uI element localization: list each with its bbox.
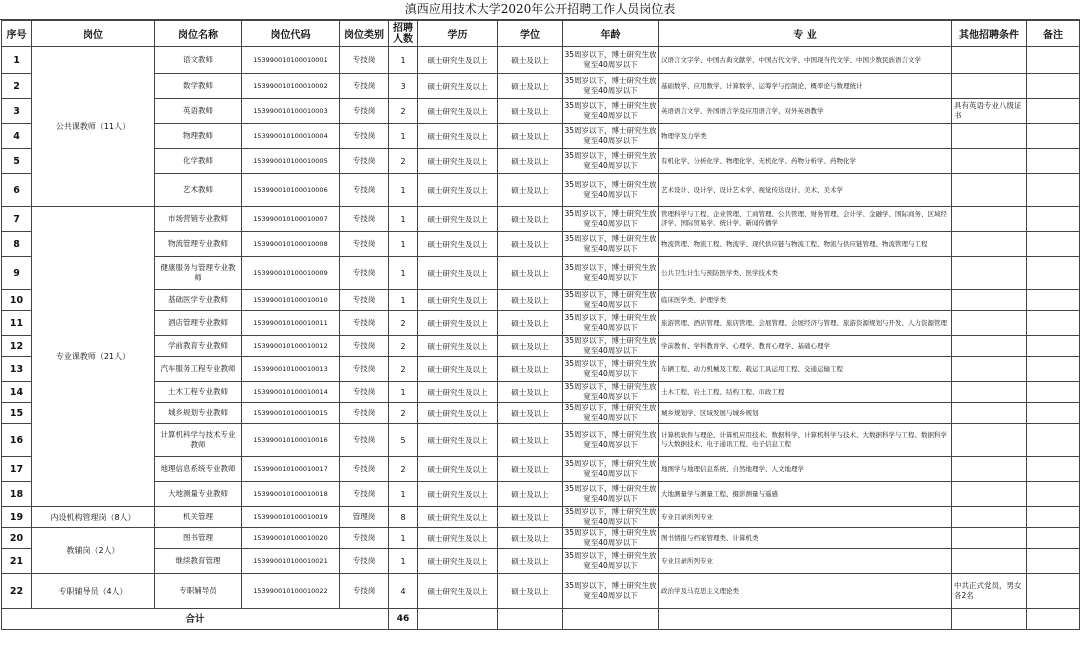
note-cell xyxy=(1027,47,1080,74)
row-number: 16 xyxy=(2,424,32,457)
position-type: 专技岗 xyxy=(340,482,389,507)
position-code: 153990010100010013 xyxy=(242,357,340,382)
hire-count: 2 xyxy=(389,336,418,357)
education-requirement: 硕士研究生及以上 xyxy=(418,47,498,74)
position-code: 153990010100010003 xyxy=(242,99,340,124)
major-requirement: 专业目录所列专业 xyxy=(659,507,952,528)
row-number: 6 xyxy=(2,174,32,207)
age-requirement: 35周岁以下，博士研究生放宽至40周岁以下 xyxy=(564,336,657,355)
table-row xyxy=(2,174,1080,207)
page-title: 滇西应用技术大学2020年公开招聘工作人员岗位表 xyxy=(0,0,1080,20)
position-code: 153990010100010002 xyxy=(242,74,340,99)
degree-requirement: 硕士及以上 xyxy=(498,311,563,336)
position-code: 153990010100010022 xyxy=(242,574,340,609)
position-type: 专技岗 xyxy=(340,74,389,99)
position-type: 专技岗 xyxy=(340,574,389,609)
hire-count: 1 xyxy=(389,207,418,232)
position-code: 153990010100010005 xyxy=(242,149,340,174)
degree-requirement: 硕士及以上 xyxy=(498,74,563,99)
table-row xyxy=(2,149,1080,174)
major-requirement: 专业目录所列专业 xyxy=(659,549,952,574)
note-cell xyxy=(1027,290,1080,311)
position-type: 专技岗 xyxy=(340,357,389,382)
degree-requirement: 硕士及以上 xyxy=(498,424,563,457)
major-requirement: 有机化学、分析化学、物理化学、无机化学、药物分析学、药物化学 xyxy=(659,149,952,174)
row-number: 10 xyxy=(2,290,32,311)
row-number: 2 xyxy=(2,74,32,99)
major-requirement: 临床医学类、护理学类 xyxy=(659,290,952,311)
hire-count: 1 xyxy=(389,232,418,257)
position-type: 专技岗 xyxy=(340,207,389,232)
post-group-cell: 公共课教师（11人） xyxy=(32,47,155,207)
row-number: 11 xyxy=(2,311,32,336)
positions-table xyxy=(1,20,1080,630)
education-requirement: 硕士研究生及以上 xyxy=(418,149,498,174)
other-requirement xyxy=(952,74,1027,99)
education-requirement: 硕士研究生及以上 xyxy=(418,232,498,257)
position-type: 专技岗 xyxy=(340,124,389,149)
position-name: 语文教师 xyxy=(155,47,242,74)
position-name: 基础医学专业教师 xyxy=(155,290,242,311)
major-requirement: 艺术设计、设计学、设计艺术学、视觉传达设计、美术、美术学 xyxy=(659,174,952,207)
header-edu: 学历 xyxy=(418,21,498,47)
header-code: 岗位代码 xyxy=(242,21,340,47)
position-type: 专技岗 xyxy=(340,382,389,403)
age-requirement: 35周岁以下，博士研究生放宽至40周岁以下 xyxy=(563,357,659,382)
degree-requirement: 硕士及以上 xyxy=(498,357,563,382)
hire-count: 2 xyxy=(389,403,418,424)
age-requirement: 35周岁以下，博士研究生放宽至40周岁以下 xyxy=(563,457,659,482)
hire-count: 1 xyxy=(389,382,418,403)
header-type: 岗位类别 xyxy=(340,21,389,47)
row-number: 3 xyxy=(2,99,32,124)
hire-count: 1 xyxy=(389,257,418,290)
position-name: 艺术教师 xyxy=(155,174,242,207)
major-requirement: 学前教育、学科教育学、心理学、教育心理学、基础心理学 xyxy=(659,336,952,357)
major-requirement: 公共卫生计生与预防医学类、医学技术类 xyxy=(659,257,952,290)
position-name: 土木工程专业教师 xyxy=(155,382,242,403)
degree-requirement: 硕士及以上 xyxy=(498,257,563,290)
table-row xyxy=(2,47,1080,74)
position-type: 专技岗 xyxy=(340,403,389,424)
age-requirement: 35周岁以下，博士研究生放宽至40周岁以下 xyxy=(564,290,657,309)
position-code: 153990010100010006 xyxy=(242,174,340,207)
total-row xyxy=(2,609,1080,630)
education-requirement: 硕士研究生及以上 xyxy=(418,74,498,99)
degree-requirement: 硕士及以上 xyxy=(498,507,563,528)
age-requirement: 35周岁以下，博士研究生放宽至40周岁以下 xyxy=(563,47,659,74)
degree-requirement: 硕士及以上 xyxy=(498,382,563,403)
age-requirement: 35周岁以下，博士研究生放宽至40周岁以下 xyxy=(564,528,657,547)
position-code: 153990010100010007 xyxy=(242,207,340,232)
education-requirement: 硕士研究生及以上 xyxy=(418,528,498,549)
note-cell xyxy=(1027,574,1080,609)
position-name: 英语教师 xyxy=(155,99,242,124)
major-requirement: 城乡规划学、区域发展与城乡规划 xyxy=(659,403,952,424)
hire-count: 1 xyxy=(389,174,418,207)
position-type: 专技岗 xyxy=(340,457,389,482)
hire-count: 4 xyxy=(389,574,418,609)
major-requirement: 物理学及力学类 xyxy=(659,124,952,149)
table-row xyxy=(2,207,1080,232)
age-requirement: 35周岁以下，博士研究生放宽至40周岁以下 xyxy=(563,174,659,207)
education-requirement: 硕士研究生及以上 xyxy=(418,549,498,574)
table-row xyxy=(2,528,1080,549)
degree-requirement: 硕士及以上 xyxy=(498,482,563,507)
position-name: 数学教师 xyxy=(155,74,242,99)
other-requirement xyxy=(952,124,1027,149)
other-requirement xyxy=(952,528,1027,549)
header-major: 专 业 xyxy=(659,21,952,47)
degree-requirement: 硕士及以上 xyxy=(498,207,563,232)
major-requirement: 图书情报与档案管理类、计算机类 xyxy=(659,528,952,549)
position-code: 153990010100010010 xyxy=(242,290,340,311)
position-type: 专技岗 xyxy=(340,549,389,574)
education-requirement: 硕士研究生及以上 xyxy=(418,99,498,124)
other-requirement: 中共正式党员，男女各2名 xyxy=(952,574,1027,609)
row-number: 22 xyxy=(2,574,32,609)
position-type: 专技岗 xyxy=(340,424,389,457)
education-requirement: 硕士研究生及以上 xyxy=(418,124,498,149)
position-code: 153990010100010004 xyxy=(242,124,340,149)
header-name: 岗位名称 xyxy=(155,21,242,47)
degree-requirement: 硕士及以上 xyxy=(498,124,563,149)
position-type: 专技岗 xyxy=(340,99,389,124)
note-cell xyxy=(1027,311,1080,336)
post-group-cell: 内设机构管理岗（8人） xyxy=(32,507,155,528)
row-number: 8 xyxy=(2,232,32,257)
note-cell xyxy=(1027,257,1080,290)
education-requirement: 硕士研究生及以上 xyxy=(418,336,498,357)
position-type: 专技岗 xyxy=(340,336,389,357)
other-requirement xyxy=(952,424,1027,457)
header-degree: 学位 xyxy=(498,21,563,47)
major-requirement: 基础数学、应用数学、计算数学、运筹学与控制论、概率论与数理统计 xyxy=(659,74,952,99)
major-requirement: 旅游管理、酒店管理、旅店管理、会展管理、会展经济与管理、旅游资源规划与开发、人力资源管理 xyxy=(659,311,952,336)
table-row xyxy=(2,290,1080,311)
age-requirement: 35周岁以下，博士研究生放宽至40周岁以下 xyxy=(564,507,657,526)
total-label: 合计 xyxy=(2,609,389,630)
other-requirement xyxy=(952,482,1027,507)
post-group-cell: 专业课教师（21人） xyxy=(32,207,155,507)
table-row xyxy=(2,99,1080,124)
major-requirement: 英语语言文学、外国语言学及应用语言学、对外英语教学 xyxy=(659,99,952,124)
table-row xyxy=(2,382,1080,403)
hire-count: 2 xyxy=(389,311,418,336)
position-name: 大地测量专业教师 xyxy=(155,482,242,507)
age-requirement: 35周岁以下，博士研究生放宽至40周岁以下 xyxy=(563,232,659,257)
major-requirement: 管理科学与工程、企业管理、工商管理、公共管理、财务管理、会计学、金融学、国际商务、区域经济学、国际贸易学、统计学、新闻传播学 xyxy=(659,207,952,232)
note-cell xyxy=(1027,457,1080,482)
table-row xyxy=(2,457,1080,482)
position-name: 物流管理专业教师 xyxy=(155,232,242,257)
note-cell xyxy=(1027,232,1080,257)
major-requirement: 政治学及马克思主义理论类 xyxy=(659,574,952,609)
hire-count: 5 xyxy=(389,424,418,457)
row-number: 7 xyxy=(2,207,32,232)
position-code: 153990010100010008 xyxy=(242,232,340,257)
other-requirement xyxy=(952,382,1027,403)
age-requirement: 35周岁以下，博士研究生放宽至40周岁以下 xyxy=(563,549,659,574)
note-cell xyxy=(1027,207,1080,232)
position-code: 153990010100010016 xyxy=(242,424,340,457)
position-type: 专技岗 xyxy=(340,257,389,290)
age-requirement: 35周岁以下，博士研究生放宽至40周岁以下 xyxy=(563,149,659,174)
hire-count: 3 xyxy=(389,74,418,99)
position-name: 专职辅导员 xyxy=(155,574,242,609)
header-note: 备注 xyxy=(1027,21,1080,47)
other-requirement xyxy=(952,47,1027,74)
degree-requirement: 硕士及以上 xyxy=(498,149,563,174)
position-code: 153990010100010009 xyxy=(242,257,340,290)
other-requirement xyxy=(952,149,1027,174)
table-row xyxy=(2,336,1080,357)
major-requirement: 物流管理、物流工程、物流学、现代供应链与物流工程、物流与供应链管理、物流管理与工程 xyxy=(659,232,952,257)
note-cell xyxy=(1027,382,1080,403)
other-requirement xyxy=(952,507,1027,528)
education-requirement: 硕士研究生及以上 xyxy=(418,574,498,609)
major-requirement: 汉语言文字学、中国古典文献学、中国古代文学、中国现当代文学、中国少数民族语言文学 xyxy=(659,47,952,74)
note-cell xyxy=(1027,336,1080,357)
header-no: 序号 xyxy=(2,21,32,47)
table-row xyxy=(2,403,1080,424)
major-requirement: 土木工程、岩土工程、结构工程、市政工程 xyxy=(659,382,952,403)
table-row xyxy=(2,507,1080,528)
age-requirement: 35周岁以下，博士研究生放宽至40周岁以下 xyxy=(563,482,659,507)
table-row xyxy=(2,549,1080,574)
position-type: 专技岗 xyxy=(340,232,389,257)
education-requirement: 硕士研究生及以上 xyxy=(418,290,498,311)
other-requirement: 具有英语专业八级证书 xyxy=(952,99,1027,124)
education-requirement: 硕士研究生及以上 xyxy=(418,424,498,457)
degree-requirement: 硕士及以上 xyxy=(498,47,563,74)
header-row xyxy=(2,21,1080,47)
other-requirement xyxy=(952,403,1027,424)
degree-requirement: 硕士及以上 xyxy=(498,336,563,357)
age-requirement: 35周岁以下，博士研究生放宽至40周岁以下 xyxy=(563,124,659,149)
hire-count: 8 xyxy=(389,507,418,528)
degree-requirement: 硕士及以上 xyxy=(498,457,563,482)
hire-count: 1 xyxy=(389,549,418,574)
note-cell xyxy=(1027,482,1080,507)
row-number: 13 xyxy=(2,357,32,382)
other-requirement xyxy=(952,174,1027,207)
position-name: 汽车服务工程专业教师 xyxy=(155,357,242,382)
row-number: 17 xyxy=(2,457,32,482)
position-type: 管理岗 xyxy=(340,507,389,528)
education-requirement: 硕士研究生及以上 xyxy=(418,482,498,507)
position-code: 153990010100010015 xyxy=(242,403,340,424)
note-cell xyxy=(1027,357,1080,382)
age-requirement: 35周岁以下，博士研究生放宽至40周岁以下 xyxy=(564,403,657,422)
age-requirement: 35周岁以下，博士研究生放宽至40周岁以下 xyxy=(563,424,659,457)
note-cell xyxy=(1027,74,1080,99)
position-code: 153990010100010001 xyxy=(242,47,340,74)
position-code: 153990010100010012 xyxy=(242,336,340,357)
row-number: 5 xyxy=(2,149,32,174)
row-number: 21 xyxy=(2,549,32,574)
row-number: 15 xyxy=(2,403,32,424)
education-requirement: 硕士研究生及以上 xyxy=(418,403,498,424)
age-requirement: 35周岁以下，博士研究生放宽至40周岁以下 xyxy=(563,257,659,290)
degree-requirement: 硕士及以上 xyxy=(498,403,563,424)
other-requirement xyxy=(952,549,1027,574)
table-row xyxy=(2,124,1080,149)
post-group-cell: 教辅岗（2人） xyxy=(32,528,155,574)
degree-requirement: 硕士及以上 xyxy=(498,99,563,124)
row-number: 18 xyxy=(2,482,32,507)
other-requirement xyxy=(952,290,1027,311)
degree-requirement: 硕士及以上 xyxy=(498,574,563,609)
age-requirement: 35周岁以下，博士研究生放宽至40周岁以下 xyxy=(563,99,659,124)
position-code: 153990010100010020 xyxy=(242,528,340,549)
post-group-cell: 专职辅导员（4人） xyxy=(32,574,155,609)
header-other: 其他招聘条件 xyxy=(952,21,1027,47)
position-name: 地理信息系统专业教师 xyxy=(155,457,242,482)
position-type: 专技岗 xyxy=(340,311,389,336)
other-requirement xyxy=(952,336,1027,357)
major-requirement: 计算机软件与理论、计算机应用技术、数据科学、计算机科学与技术、大数据科学与工程、数据科学与大数据技术、电子通讯工程、电子信息工程 xyxy=(659,424,952,457)
major-requirement: 大地测量学与测量工程、摄影测量与遥感 xyxy=(659,482,952,507)
position-type: 专技岗 xyxy=(340,290,389,311)
position-name: 计算机科学与技术专业教师 xyxy=(155,424,242,457)
education-requirement: 硕士研究生及以上 xyxy=(418,457,498,482)
hire-count: 2 xyxy=(389,357,418,382)
position-name: 机关管理 xyxy=(155,507,242,528)
header-count: 招聘人数 xyxy=(389,21,418,47)
age-requirement: 35周岁以下，博士研究生放宽至40周岁以下 xyxy=(563,311,659,336)
other-requirement xyxy=(952,232,1027,257)
table-row xyxy=(2,257,1080,290)
degree-requirement: 硕士及以上 xyxy=(498,290,563,311)
note-cell xyxy=(1027,528,1080,549)
position-code: 153990010100010019 xyxy=(242,507,340,528)
note-cell xyxy=(1027,549,1080,574)
note-cell xyxy=(1027,124,1080,149)
other-requirement xyxy=(952,457,1027,482)
position-name: 健康服务与管理专业教师 xyxy=(155,257,242,290)
position-type: 专技岗 xyxy=(340,528,389,549)
position-type: 专技岗 xyxy=(340,149,389,174)
position-name: 继续教育管理 xyxy=(155,549,242,574)
degree-requirement: 硕士及以上 xyxy=(498,232,563,257)
note-cell xyxy=(1027,174,1080,207)
table-row xyxy=(2,74,1080,99)
position-type: 专技岗 xyxy=(340,174,389,207)
position-type: 专技岗 xyxy=(340,47,389,74)
row-number: 19 xyxy=(2,507,32,528)
row-number: 14 xyxy=(2,382,32,403)
table-row xyxy=(2,482,1080,507)
hire-count: 2 xyxy=(389,149,418,174)
row-number: 4 xyxy=(2,124,32,149)
header-age: 年龄 xyxy=(563,21,659,47)
header-post: 岗位 xyxy=(32,21,155,47)
table-row xyxy=(2,574,1080,609)
major-requirement: 车辆工程、动力机械及工程、载运工具运用工程、交通运输工程 xyxy=(659,357,952,382)
position-name: 酒店管理专业教师 xyxy=(155,311,242,336)
hire-count: 1 xyxy=(389,482,418,507)
note-cell xyxy=(1027,424,1080,457)
position-name: 化学教师 xyxy=(155,149,242,174)
position-name: 物理教师 xyxy=(155,124,242,149)
hire-count: 1 xyxy=(389,47,418,74)
position-name: 学前教育专业教师 xyxy=(155,336,242,357)
row-number: 12 xyxy=(2,336,32,357)
major-requirement: 地图学与地理信息系统、自然地理学、人文地理学 xyxy=(659,457,952,482)
note-cell xyxy=(1027,507,1080,528)
education-requirement: 硕士研究生及以上 xyxy=(418,174,498,207)
table-row xyxy=(2,311,1080,336)
row-number: 20 xyxy=(2,528,32,549)
degree-requirement: 硕士及以上 xyxy=(498,174,563,207)
note-cell xyxy=(1027,149,1080,174)
position-name: 城乡规划专业教师 xyxy=(155,403,242,424)
degree-requirement: 硕士及以上 xyxy=(498,528,563,549)
hire-count: 1 xyxy=(389,528,418,549)
education-requirement: 硕士研究生及以上 xyxy=(418,257,498,290)
degree-requirement: 硕士及以上 xyxy=(498,549,563,574)
position-code: 153990010100010018 xyxy=(242,482,340,507)
table-row xyxy=(2,424,1080,457)
total-value: 46 xyxy=(389,609,418,630)
age-requirement: 35周岁以下，博士研究生放宽至40周岁以下 xyxy=(563,574,659,609)
other-requirement xyxy=(952,257,1027,290)
hire-count: 2 xyxy=(389,457,418,482)
position-code: 153990010100010011 xyxy=(242,311,340,336)
table-row xyxy=(2,357,1080,382)
note-cell xyxy=(1027,403,1080,424)
age-requirement: 35周岁以下，博士研究生放宽至40周岁以下 xyxy=(563,74,659,99)
other-requirement xyxy=(952,311,1027,336)
position-name: 市场营销专业教师 xyxy=(155,207,242,232)
age-requirement: 35周岁以下，博士研究生放宽至40周岁以下 xyxy=(563,207,659,232)
other-requirement xyxy=(952,357,1027,382)
position-code: 153990010100010017 xyxy=(242,457,340,482)
position-name: 图书管理 xyxy=(155,528,242,549)
education-requirement: 硕士研究生及以上 xyxy=(418,357,498,382)
age-requirement: 35周岁以下，博士研究生放宽至40周岁以下 xyxy=(564,382,657,401)
education-requirement: 硕士研究生及以上 xyxy=(418,311,498,336)
hire-count: 2 xyxy=(389,99,418,124)
education-requirement: 硕士研究生及以上 xyxy=(418,507,498,528)
row-number: 1 xyxy=(2,47,32,74)
position-code: 153990010100010021 xyxy=(242,549,340,574)
other-requirement xyxy=(952,207,1027,232)
note-cell xyxy=(1027,99,1080,124)
row-number: 9 xyxy=(2,257,32,290)
education-requirement: 硕士研究生及以上 xyxy=(418,382,498,403)
table-row xyxy=(2,232,1080,257)
hire-count: 1 xyxy=(389,290,418,311)
position-code: 153990010100010014 xyxy=(242,382,340,403)
education-requirement: 硕士研究生及以上 xyxy=(418,207,498,232)
hire-count: 1 xyxy=(389,124,418,149)
